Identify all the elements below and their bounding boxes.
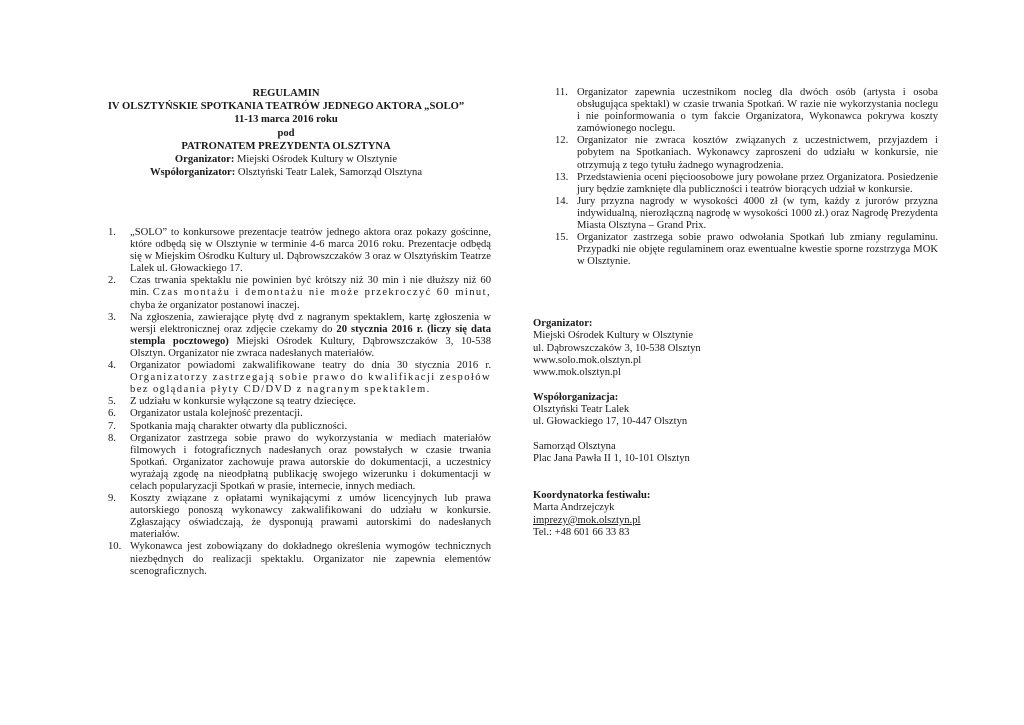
rule-number: 7. [108, 420, 116, 432]
coordinator-block [533, 490, 933, 539]
coorganizer-title: Współorganizacja: [533, 391, 619, 403]
rule-text: Czas trwania spektaklu nie powinien być krótszy niż 30 min i nie dłuższy niż 60 min. [130, 275, 491, 299]
rule-item-7 [108, 421, 491, 433]
samorzad-block [533, 441, 933, 466]
coorganizer-block [533, 392, 933, 429]
rule-text: Organizator zastrzega sobie prawo do wykorzystania w mediach materiałów filmowych i fotograficznych nadesłanych oraz powstałych w czasie trwania Spotkań. Organizator zachowuje prawa autorskie do dokumentacji, a uczestnicy wyrażają zgodę na nieodpłatną publikację swojego wizerunku i dokumentacji w celach popularyzacji Spotkań w prasie, internecie, innych mediach. [130, 432, 491, 492]
rule-item-2 [108, 275, 491, 311]
coorganizer-address: ul. Głowackiego 17, 10-447 Olsztyn [533, 416, 688, 428]
coordinator-name: Marta Andrzejczyk [533, 502, 615, 514]
rule-item-4 [108, 360, 491, 396]
organizer-name: Miejski Ośrodek Kultury w Olsztynie [533, 330, 694, 342]
header-organizer-value: Miejski Ośrodek Kultury w Olsztynie [234, 154, 398, 166]
rule-text: chyba że organizator postanowi inaczej. [130, 299, 300, 311]
rule-item-3 [108, 312, 491, 360]
rule-text: Organizator powiadomi zakwalifikowane teatry do dnia 30 stycznia 2016 r. [130, 360, 491, 372]
rule-text: „SOLO” to konkursowe prezentacje teatrów jednego aktora oraz pokazy gościnne, które odbędą się w Olsztynie w terminie 4-6 marca 2016 roku. Prezentacje odbędą się w Miejskim Ośrodku Kultury ul. Dąbrowszczaków 3 oraz w Olsztyńskim Teatrze Lalek ul. Głowackiego 17. [130, 227, 491, 275]
rule-item-8 [108, 433, 491, 493]
header-pod: pod [277, 127, 295, 139]
samorzad-name: Samorząd Olsztyna [533, 440, 616, 452]
rule-item-11 [555, 87, 938, 135]
rule-text: Wykonawca jest zobowiązany do dokładnego określenia wymogów technicznych niezbędnych do realizacji spektaklu. Organizator nie zapewnia elementów scenograficznych. [130, 541, 491, 577]
rule-text: Organizator ustala kolejność prezentacji. [130, 408, 303, 420]
rule-number: 12. [555, 135, 569, 147]
rule-item-9 [108, 493, 491, 541]
rules-list-left [108, 227, 491, 578]
header-organizer [96, 153, 476, 166]
rule-text: Na zgłoszenia, zawierające płytę dvd z nagranym spektaklem, kartę zgłoszenia w wersji elektronicznej oraz zdjęcie czekamy do [130, 311, 491, 335]
organizer-title: Organizator: [533, 318, 593, 329]
coorganizer-name: Olsztyński Teatr Lalek [533, 404, 630, 416]
rule-item-10 [108, 541, 491, 577]
rule-text: Jury przyzna nagrody w wysokości 4000 zł (w tym, każdy z jurorów przyzna indywidualną, nierozłączną nagrodę w wysokości 1000 zł.) oraz Nagrodę Prezydenta Miasta Olsztyna – Grand Prix. [577, 195, 938, 232]
organizer-block [533, 318, 933, 379]
spacer [533, 478, 933, 490]
rule-number: 14. [555, 195, 569, 207]
organizer-website-solo: www.solo.mok.olsztyn.pl [533, 354, 642, 366]
rule-item-5 [108, 396, 491, 408]
contact-section [533, 318, 933, 552]
coordinator-email-link[interactable]: imprezy@mok.olsztyn.pl [533, 514, 641, 526]
rule-item-12 [555, 135, 938, 171]
rule-number: 3. [108, 311, 116, 323]
organizer-address: ul. Dąbrowszczaków 3, 10-538 Olsztyn [533, 342, 701, 354]
rule-item-1 [108, 227, 491, 275]
rule-item-15 [555, 232, 938, 268]
rule-number: 2. [108, 275, 116, 287]
header-coorganizer-label: Współorganizator: [149, 167, 236, 179]
header-dates: 11-13 marca 2016 roku [234, 114, 338, 126]
header-patronage: PATRONATEM PREZYDENTA OLSZTYNA [181, 140, 391, 152]
rule-number: 1. [108, 227, 116, 238]
header-coorganizer [96, 166, 476, 179]
rule-number: 11. [555, 87, 568, 98]
rule-number: 13. [555, 171, 569, 183]
header-coorganizer-value: Olsztyński Teatr Lalek, Samorząd Olsztyna [235, 167, 423, 179]
rule-text-bold: 20 stycznia 2016 r. (liczy się data stempla pocztowego) [130, 323, 491, 347]
header-organizer-label: Organizator: [174, 154, 235, 166]
rule-text-spaced: Czas montażu i demontażu nie może przekroczyć 60 minut, [152, 287, 492, 299]
rule-text: Organizator nie zwraca kosztów związanych z uczestnictwem, przyjazdem i pobytem na Spotkaniach. Wykonawcy zaproszeni do udziału w konkursie, nie otrzymują z tego tytułu żadnego wynagrodzenia. [577, 135, 938, 171]
coordinator-title: Koordynatorka festiwalu: [533, 490, 651, 502]
rule-text: Organizator zapewnia uczestnikom nocleg dla dwóch osób (artysta i osoba obsługująca spektakl) w czasie trwania Spotkań. W razie nie wykorzystania noclegu i nie poinformowania o tym fakcie Organizatora, Wykonawca pokrywa koszty zamówionego noclegu. [577, 87, 938, 135]
header-title: REGULAMIN [252, 88, 320, 99]
rule-number: 4. [108, 360, 116, 372]
rule-item-13 [555, 172, 938, 196]
rule-number: 9. [108, 493, 116, 505]
rule-item-6 [108, 408, 491, 420]
rule-text: Koszty związane z opłatami wynikającymi z umów licencyjnych lub prawa autorskiego ponoszą wykonawcy zakwalifikowani do udziału w konkursie. Zgłaszający oświadczają, że dysponują prawami autorskimi do nadesłanych materiałów. [130, 493, 491, 541]
rule-text: Przedstawienia oceni pięcioosobowe jury powołane przez Organizatora. Posiedzenie jury będzie zamknięte dla publiczności i teatrów biorących udział w konkursie. [577, 171, 938, 195]
document-header [96, 87, 476, 179]
rule-number: 8. [108, 432, 116, 444]
rule-item-14 [555, 196, 938, 232]
rule-text-spaced: Organizatorzy zastrzegają sobie prawo do kwalifikacji zespołów bez oglądania płyty CD/DVD z nagranym spektaklem. [130, 372, 491, 396]
rule-text: Spotkania mają charakter otwarty dla publiczności. [130, 420, 348, 432]
coordinator-phone: Tel.: +48 601 66 33 83 [533, 527, 630, 539]
rule-text: Z udziału w konkursie wyłączone są teatry dziecięce. [130, 396, 356, 408]
header-event-name: IV OLSZTYŃSKIE SPOTKANIA TEATRÓW JEDNEGO AKTORA „SOLO” [107, 101, 465, 113]
samorzad-address: Plac Jana Pawła II 1, 10-101 Olsztyn [533, 453, 690, 465]
rule-number: 6. [108, 408, 116, 420]
rule-number: 5. [108, 396, 116, 408]
rule-text: Miejski Ośrodek Kultury, Dąbrowszczaków 3, 10-538 Olsztyn. Organizator nie zwraca nadesłanych materiałów. [130, 335, 491, 359]
rules-list-right [555, 87, 938, 268]
rule-number: 10. [108, 541, 122, 553]
rule-number: 15. [555, 232, 569, 244]
organizer-website-mok: www.mok.olsztyn.pl [533, 367, 621, 379]
rule-text: Organizator zastrzega sobie prawo odwołania Spotkań lub zmiany regulaminu. Przypadki nie objęte regulaminem oraz ewentualne kwestie sporne rozstrzyga MOK w Olsztynie. [577, 232, 938, 268]
